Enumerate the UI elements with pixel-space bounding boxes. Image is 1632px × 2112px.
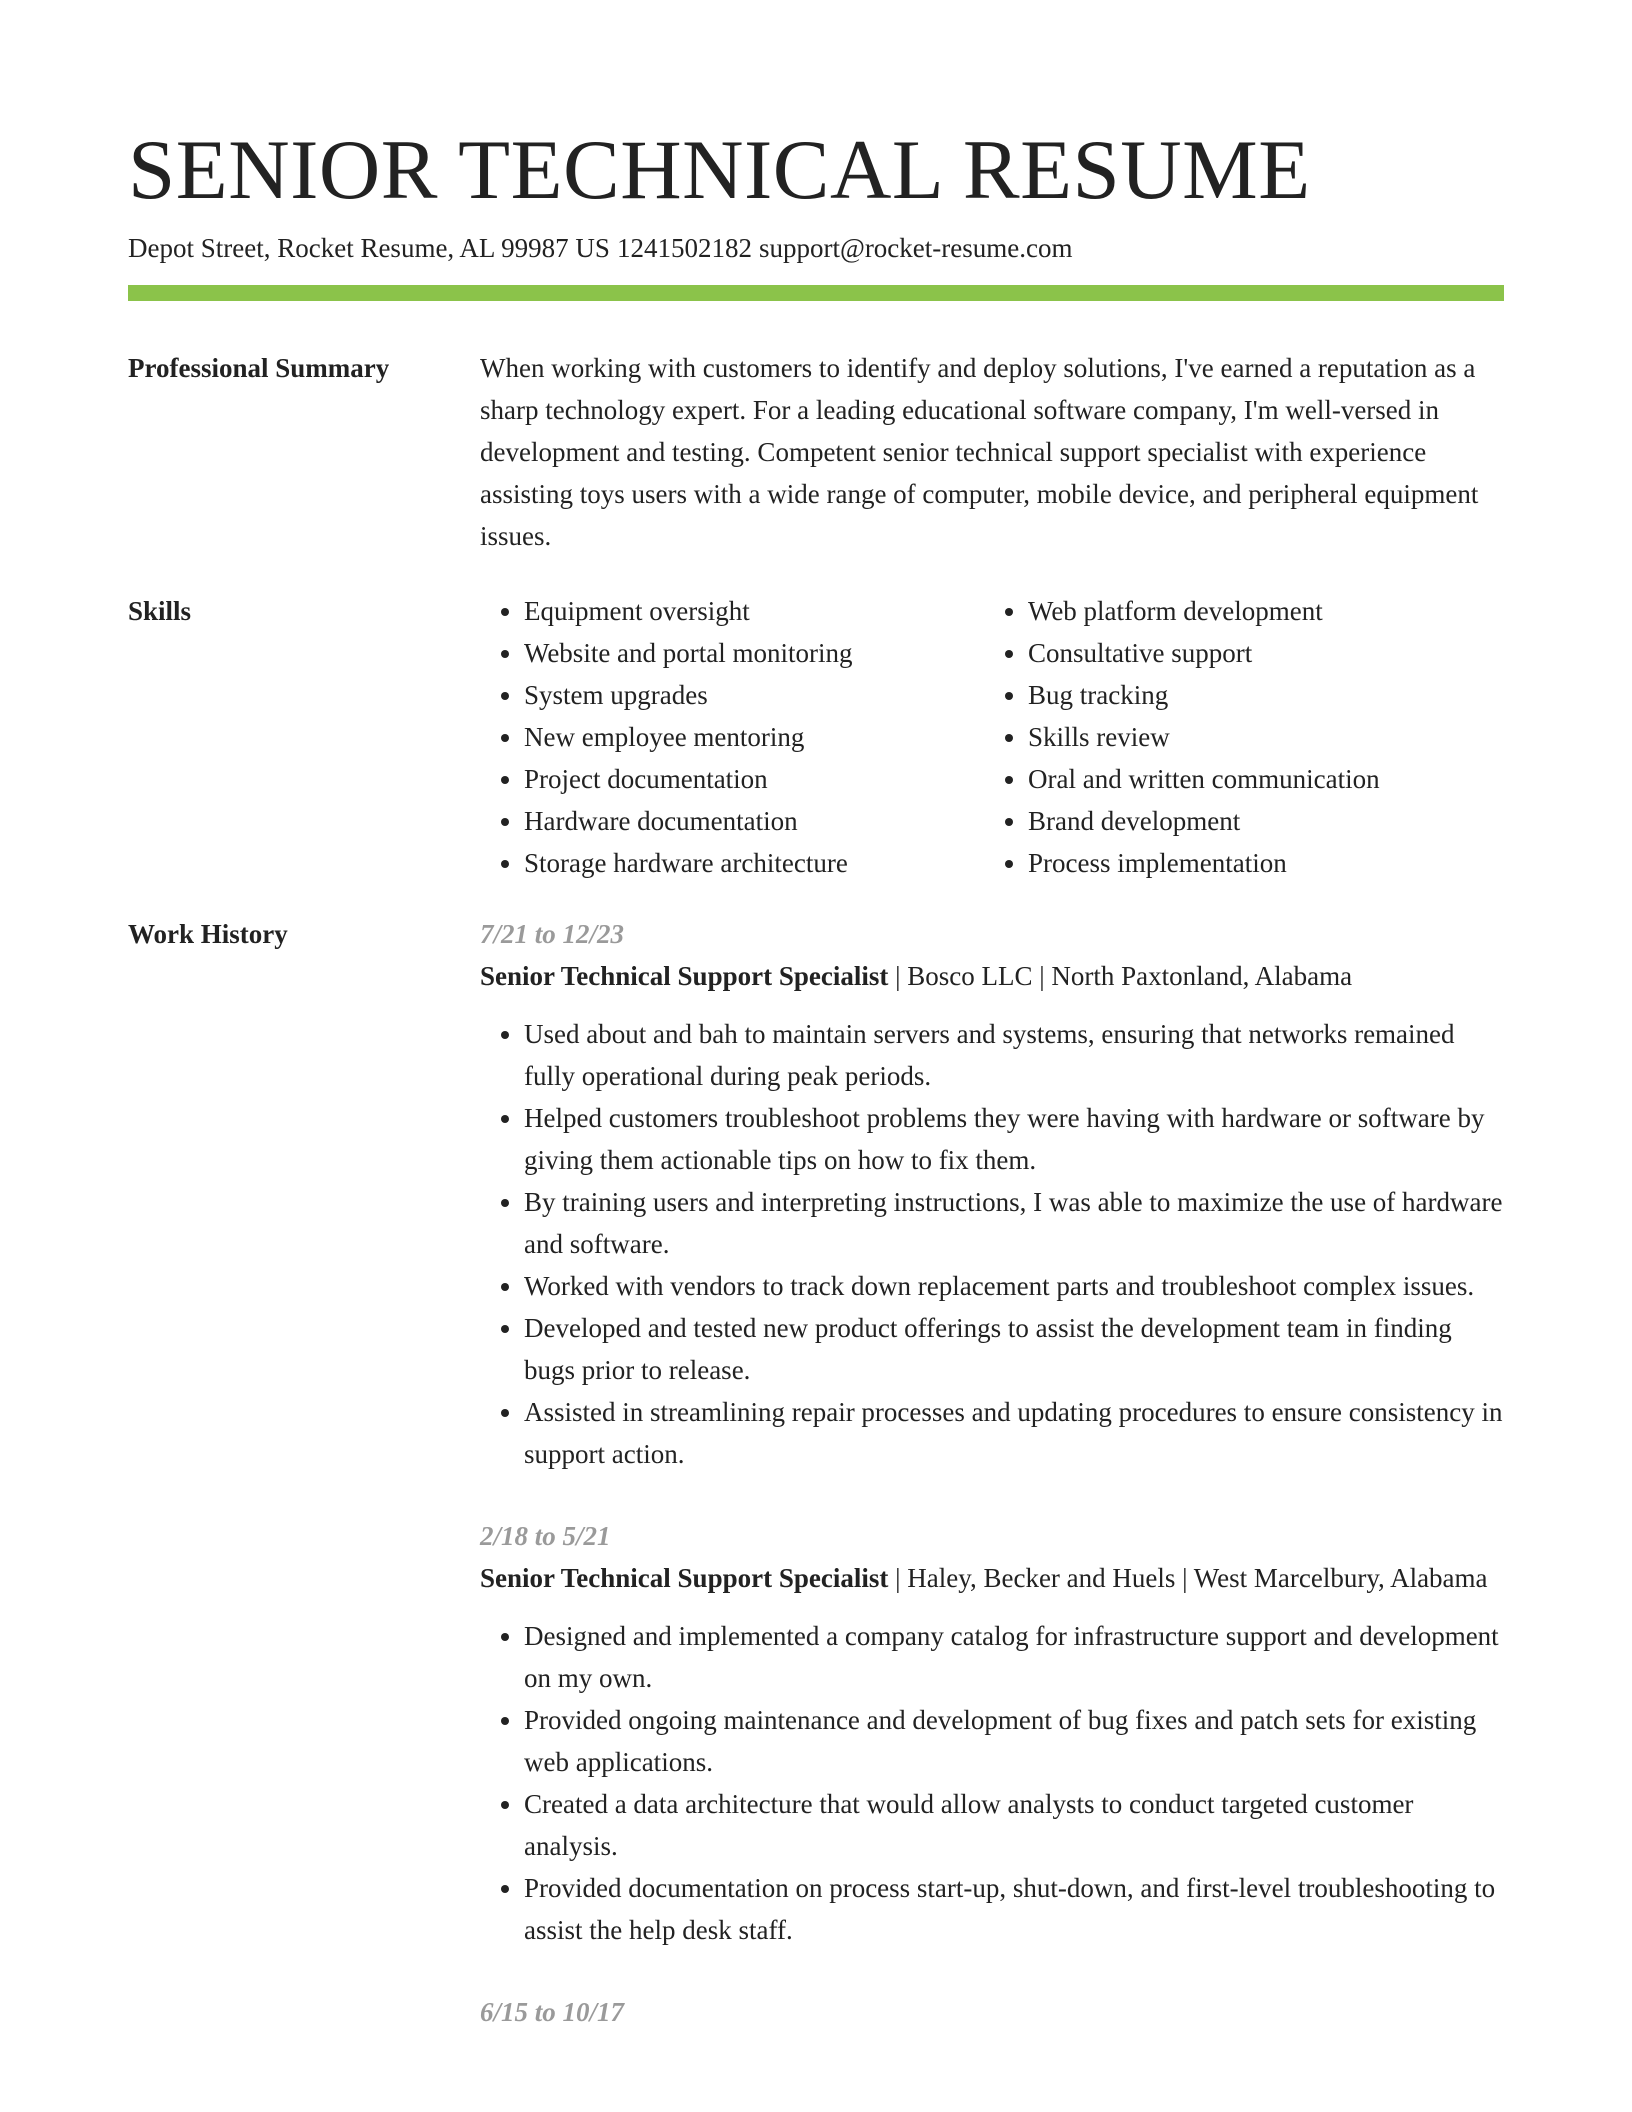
skill-item: • Consultative support	[1028, 632, 1488, 674]
skill-item: • Storage hardware architecture	[524, 842, 984, 884]
job-dates: 7/21 to 12/23	[480, 919, 625, 949]
job-bullet: • By training users and interpreting instructions, I was able to maximize the use of hardware and software.	[524, 1181, 1504, 1265]
contact-phone: 1241502182	[616, 233, 752, 263]
job-bullet: • Designed and implemented a company catalog for infrastructure support and development on my own.	[524, 1615, 1504, 1699]
skill-item: • New employee mentoring	[524, 716, 984, 758]
skill-item: • Skills review	[1028, 716, 1488, 758]
job-entry	[480, 1515, 1504, 1951]
job-entry	[480, 913, 1504, 1475]
skill-item: • System upgrades	[524, 674, 984, 716]
skill-item: • Brand development	[1028, 800, 1488, 842]
job-title: Senior Technical Support Specialist	[480, 1563, 889, 1593]
skill-item: • Hardware documentation	[524, 800, 984, 842]
contact-address: Depot Street, Rocket Resume, AL 99987 US	[128, 233, 610, 263]
job-bullets	[480, 1615, 1504, 1951]
skills-list-right	[984, 590, 1488, 884]
job-bullet: • Developed and tested new product offerings to assist the development team in finding bugs prior to release.	[524, 1307, 1504, 1391]
job-dates: 6/15 to 10/17	[480, 1997, 625, 2027]
summary-heading: Professional Summary	[128, 353, 390, 383]
resume-title: SENIOR TECHNICAL RESUME	[128, 123, 1311, 217]
job-bullets	[480, 1013, 1504, 1475]
job-bullet: • Assisted in streamlining repair processes and updating procedures to ensure consistency in support action.	[524, 1391, 1504, 1475]
job-bullet: • Used about and bah to maintain servers and systems, ensuring that networks remained fully operational during peak periods.	[524, 1013, 1504, 1097]
job-bullet: • Worked with vendors to track down replacement parts and troubleshoot complex issues.	[524, 1265, 1504, 1307]
job-company-location: | Haley, Becker and Huels | West Marcelbury, Alabama	[888, 1563, 1488, 1593]
work-history-heading: Work History	[128, 919, 288, 949]
job-dates: 2/18 to 5/21	[480, 1521, 611, 1551]
skills-heading: Skills	[128, 596, 192, 626]
job-header	[480, 1557, 1504, 1599]
skill-item: • Process implementation	[1028, 842, 1488, 884]
header-divider	[128, 285, 1504, 301]
job-title: Senior Technical Support Specialist	[480, 961, 889, 991]
job-company-location: | Bosco LLC | North Paxtonland, Alabama	[888, 961, 1353, 991]
skill-item: • Project documentation	[524, 758, 984, 800]
job-entry	[480, 1991, 1504, 2033]
job-header	[480, 955, 1504, 997]
skills-columns	[480, 590, 1504, 884]
skill-item: • Website and portal monitoring	[524, 632, 984, 674]
skill-item: • Oral and written communication	[1028, 758, 1488, 800]
contact-email: support@rocket-resume.com	[758, 233, 1073, 263]
job-bullet: • Helped customers troubleshoot problems they were having with hardware or software by giving them actionable tips on how to fix them.	[524, 1097, 1504, 1181]
job-bullet: • Created a data architecture that would allow analysts to conduct targeted customer analysis.	[524, 1783, 1504, 1867]
contact-line	[128, 230, 1072, 266]
skills-list-left	[480, 590, 984, 884]
job-bullet: • Provided ongoing maintenance and development of bug fixes and patch sets for existing web applications.	[524, 1699, 1504, 1783]
skill-item: • Equipment oversight	[524, 590, 984, 632]
work-history-body	[480, 913, 1504, 2033]
skill-item: • Web platform development	[1028, 590, 1488, 632]
job-bullet: • Provided documentation on process start-up, shut-down, and first-level troubleshooting to assist the help desk staff.	[524, 1867, 1504, 1951]
summary-body	[480, 347, 1504, 557]
skills-body	[480, 590, 1504, 884]
summary-text: When working with customers to identify and deploy solutions, I've earned a reputation as a sharp technology expert. For a leading educational software company, I'm well-versed in development and testing. Competent senior technical support specialist with experience assisting toys users with a wide range of computer, mobile device, and peripheral equipment issues.	[480, 353, 1479, 551]
skill-item: • Bug tracking	[1028, 674, 1488, 716]
